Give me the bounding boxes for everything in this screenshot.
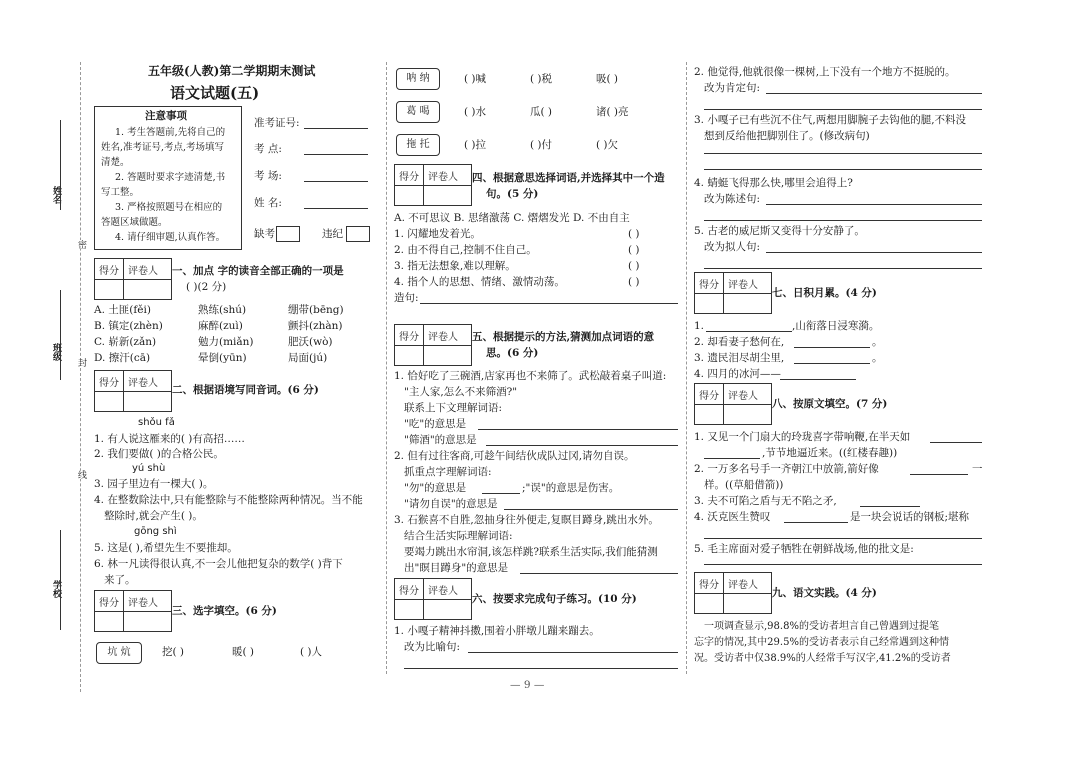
notice-line: 2. 答题时要求字迹清楚,书 — [115, 172, 226, 183]
q1-option-word: 肥沃(wò) — [288, 336, 333, 348]
grader-label: 评卷人 — [428, 172, 458, 183]
q1-title-2: ( )(2 分) — [186, 281, 227, 293]
side-class-line — [60, 290, 61, 380]
q3-blank[interactable]: ( )欠 — [596, 139, 619, 151]
q4-answer-paren[interactable]: ( ) — [628, 244, 640, 256]
grader-label: 评卷人 — [428, 332, 458, 343]
absent-checkbox[interactable] — [276, 226, 300, 242]
notice-line: 写工整。 — [101, 187, 140, 198]
q6-answer-field[interactable] — [766, 93, 982, 94]
q2-pinyin: gōng shì — [134, 526, 177, 537]
q8-line: 4. 沃克医生赞叹 — [694, 511, 771, 523]
room-label: 考 场: — [254, 170, 282, 182]
q8-answer-field[interactable] — [860, 506, 920, 507]
q7-answer-field[interactable] — [794, 363, 870, 364]
q5-answer-field[interactable] — [520, 573, 678, 574]
q6-answer-field[interactable] — [704, 169, 982, 170]
name-label: 姓 名: — [254, 197, 282, 209]
column-divider-2 — [686, 62, 687, 674]
q6-line: 改为肯定句: — [704, 82, 761, 94]
q4-answer-paren[interactable]: ( ) — [628, 228, 640, 240]
q4-answer-paren[interactable]: ( ) — [628, 276, 640, 288]
exam-title-line1: 五年级(人教)第二学期期末测试 — [148, 64, 316, 78]
score-label: 得分 — [699, 280, 719, 291]
q7-line: ,山衔落日浸寒漪。 — [792, 320, 880, 332]
notice-line: 答题区域做题。 — [101, 217, 168, 228]
score-label: 得分 — [99, 598, 119, 609]
q5-line: 联系上下文理解词语: — [404, 402, 503, 414]
q5-line: ;"误"的意思是伤害。 — [522, 482, 620, 494]
q4-item: 2. 由不得自己,控制不住自己。 — [394, 244, 537, 256]
grader-label: 评卷人 — [728, 391, 758, 402]
q5-answer-field[interactable] — [478, 429, 678, 430]
q5-line: "勿"的意思是 — [404, 482, 467, 494]
score-label: 得分 — [399, 586, 419, 597]
q5-title-2: 思。(6 分) — [486, 347, 539, 359]
page-number: — 9 — — [510, 679, 545, 691]
q9-title: 九、语文实践。(4 分) — [772, 587, 877, 599]
q7-title: 七、日积月累。(4 分) — [772, 287, 877, 299]
score-box — [94, 590, 172, 632]
q3-blank[interactable]: ( )人 — [300, 646, 323, 658]
q5-line: 出"瞑目蹲身"的意思是 — [404, 562, 509, 574]
q8-line: 一 — [972, 463, 983, 475]
side-school-line — [60, 530, 61, 630]
q3-blank[interactable]: ( )拉 — [464, 139, 487, 151]
q6-line: 改为比喻句: — [404, 641, 461, 653]
score-label: 得分 — [99, 378, 119, 389]
exam-no-field[interactable] — [304, 128, 368, 129]
q8-answer-field[interactable] — [910, 474, 968, 475]
q5-line: 3. 石猴喜不自胜,忽抽身往外便走,复瞑目蹲身,跳出水外。 — [394, 514, 659, 526]
notice-line: 1. 考生答题前,先将自己的 — [115, 127, 226, 138]
q5-title: 五、根据提示的方法,猜测加点词语的意 — [472, 331, 655, 343]
q1-option-word: 熟练(shú) — [198, 304, 247, 316]
score-label: 得分 — [99, 266, 119, 277]
q6-answer-field[interactable] — [704, 220, 982, 221]
q6-line: 5. 古老的威尼斯又变得十分安静了。 — [694, 225, 865, 237]
q4-item: 4. 指个人的思想、情绪、激情动荡。 — [394, 276, 565, 288]
q2-pinyin: yú shù — [132, 463, 166, 474]
grader-label: 评卷人 — [128, 266, 158, 277]
q6-answer-field[interactable] — [704, 153, 982, 154]
q6-line: 改为陈述句: — [704, 193, 761, 205]
q5-line: 2. 但有过往客商,可趁午间结伙成队过冈,请勿自误。 — [394, 450, 635, 462]
score-box — [394, 164, 472, 206]
site-field[interactable] — [304, 154, 368, 155]
q8-answer-field[interactable] — [704, 538, 982, 539]
q1-option-word: 晕倒(yūn) — [198, 352, 247, 364]
score-box — [94, 258, 172, 300]
grader-label: 评卷人 — [428, 586, 458, 597]
violation-label: 违纪 — [322, 228, 343, 240]
seal-mi: 密 — [76, 240, 86, 249]
q7-line: 4. 四月的冰河—— — [694, 368, 781, 380]
q6-line: 3. 小嘎子已有些沉不住气,两想用脚腕子去钩他的腿,不料没 — [694, 114, 967, 126]
binding-line — [80, 62, 81, 692]
q7-answer-field[interactable] — [706, 331, 792, 332]
notice-line: 清楚。 — [101, 157, 130, 168]
q3-blank[interactable]: 挖( ) — [162, 646, 185, 658]
q1-option[interactable]: B. 镇定(zhèn) — [94, 320, 163, 332]
q7-line: 3. 遗民泪尽胡尘里, — [694, 352, 785, 364]
q2-item: 来了。 — [104, 574, 136, 586]
violation-checkbox[interactable] — [346, 226, 370, 242]
q8-line: 1. 又见一个门扇大的玲珑喜字带响鞭,在半天如 — [694, 431, 911, 443]
q1-title: 一、加点 字的读音全部正确的一项是 — [172, 265, 344, 277]
q6-answer-field[interactable] — [468, 652, 678, 653]
notice-title: 注意事项 — [145, 110, 187, 122]
absent-label: 缺考 — [254, 228, 275, 240]
q5-line: "主人家,怎么不来筛酒?" — [404, 386, 518, 398]
side-label-school: 学校 — [51, 580, 61, 598]
q8-line: 是一块会说话的钢板;堪称 — [850, 511, 970, 523]
side-label-class: 班级 — [51, 343, 61, 361]
q3-blank[interactable]: ( )付 — [530, 139, 553, 151]
q3-blank[interactable]: 暖( ) — [232, 646, 255, 658]
score-label: 得分 — [399, 172, 419, 183]
q6-line: 改为拟人句: — [704, 241, 761, 253]
seal-xian: 线 — [76, 470, 86, 479]
q3-char-box: 坑 炕 — [96, 642, 142, 664]
notice-line: 4. 请仔细审题,认真作答。 — [115, 232, 226, 243]
q1-option[interactable]: D. 擦汗(cā) — [94, 352, 151, 364]
column-divider-1 — [386, 62, 387, 674]
q1-option[interactable]: A. 土匪(fěi) — [94, 304, 151, 316]
q4-title: 四、根据意思选择词语,并选择其中一个造 — [472, 172, 665, 184]
q3-blank[interactable]: 吸( ) — [596, 73, 619, 85]
q6-title: 六、按要求完成句子练习。(10 分) — [472, 593, 637, 605]
q8-line: 3. 夫不可陷之盾与无不陷之矛, — [694, 495, 837, 507]
q2-item: 5. 这是( ),希望先生不要推却。 — [94, 542, 238, 554]
q8-answer-field[interactable] — [704, 458, 760, 459]
q4-make-sentence-label: 造句: — [394, 292, 419, 304]
q8-line: ,节节地逼近来。((红楼春趣)) — [762, 447, 898, 459]
q7-answer-field[interactable] — [794, 347, 870, 348]
q7-line: 2. 却看妻子愁何在, — [694, 336, 785, 348]
side-label-name: 姓名 — [51, 186, 61, 204]
q3-blank[interactable]: ( )水 — [464, 106, 487, 118]
q3-blank[interactable]: 瓜( ) — [530, 106, 553, 118]
site-label: 考 点: — [254, 143, 282, 155]
q1-option-word: 局面(jú) — [288, 352, 328, 364]
q5-answer-field[interactable] — [504, 509, 678, 510]
q6-answer-field[interactable] — [766, 252, 982, 253]
score-box — [94, 370, 172, 412]
q8-line: 5. 毛主席面对爱子牺牲在朝鲜战场,他的批文是: — [694, 543, 914, 555]
exam-title-line2: 语文试题(五) — [170, 84, 260, 102]
q4-options: A. 不可思议 B. 思绪激荡 C. 熠熠发光 D. 不由自主 — [394, 212, 630, 224]
q7-answer-field[interactable] — [780, 379, 856, 380]
side-name-line — [60, 120, 61, 210]
q5-line: "筛酒"的意思是 — [404, 434, 477, 446]
q2-item: 4. 在整数除法中,只有能整除与不能整除两种情况。当不能 — [94, 494, 363, 506]
q3-title: 三、选字填空。(6 分) — [172, 605, 277, 617]
score-box — [694, 572, 772, 614]
q8-line: 2. 一万多名号手一齐朝江中放箭,箭好像 — [694, 463, 879, 475]
q9-line: 一项调查显示,98.8%的受访者坦言自己曾遇到过提笔 — [704, 621, 939, 632]
q1-option[interactable]: C. 崭新(zǎn) — [94, 336, 157, 348]
q1-option-word: 勉力(miǎn) — [198, 336, 254, 348]
q4-item: 3. 指无法想象,难以理解。 — [394, 260, 516, 272]
q1-option-word: 绷带(bēng) — [288, 304, 344, 316]
q2-item: 1. 有人说这雁来的( )有高招…… — [94, 433, 245, 445]
notice-line: 姓名,准考证号,考点,考场填写 — [101, 142, 225, 153]
q6-answer-field[interactable] — [704, 109, 982, 110]
q2-item: 6. 林一凡读得很认真,不一会儿他把复杂的数学( )背下 — [94, 558, 343, 570]
score-label: 得分 — [699, 391, 719, 402]
q5-line: "请勿自误"的意思是 — [404, 498, 498, 510]
q2-item: 3. 园子里边有一棵大( )。 — [94, 478, 214, 490]
q4-item: 1. 闪耀地发着光。 — [394, 228, 481, 240]
room-field[interactable] — [304, 181, 368, 182]
q2-item: 2. 我们要做( )的合格公民。 — [94, 448, 224, 460]
q5-line: "吃"的意思是 — [404, 418, 467, 430]
q8-line: 样。((草船借箭)) — [704, 479, 784, 491]
q5-line: 结合生活实际理解词语: — [404, 530, 513, 542]
q5-answer-field[interactable] — [482, 493, 520, 494]
score-label: 得分 — [699, 580, 719, 591]
score-label: 得分 — [399, 332, 419, 343]
q6-answer-field[interactable] — [766, 204, 982, 205]
exam-no-label: 准考证号: — [254, 117, 300, 129]
q8-answer-field[interactable] — [704, 564, 982, 565]
q3-blank[interactable]: ( )税 — [530, 73, 553, 85]
grader-label: 评卷人 — [728, 580, 758, 591]
q5-line: 抓重点字理解词语: — [404, 466, 492, 478]
q6-answer-field[interactable] — [404, 668, 678, 669]
q2-title: 二、根据语境写同音词。(6 分) — [172, 384, 319, 396]
q8-answer-field[interactable] — [784, 522, 848, 523]
q2-item: 整除时,就会产生( )。 — [104, 510, 203, 522]
q1-option-word: 麻醉(zuì) — [198, 320, 243, 332]
notice-box — [94, 106, 242, 250]
score-box — [694, 272, 772, 314]
q4-make-sentence-field[interactable] — [420, 303, 678, 304]
q7-end: 。 — [872, 336, 883, 348]
seal-feng: 封 — [76, 358, 86, 367]
q3-blank[interactable]: 诸( )亮 — [596, 106, 629, 118]
notice-line: 3. 严格按照题号在相应的 — [115, 202, 223, 213]
q6-line: 1. 小嘎子精神抖擞,围着小胖墩儿蹦来蹦去。 — [394, 625, 600, 637]
q6-answer-field[interactable] — [704, 268, 982, 269]
q3-char-box: 葛 喝 — [396, 101, 440, 123]
name-field[interactable] — [304, 208, 368, 209]
q6-line: 4. 蜻蜓飞得那么快,哪里会追得上? — [694, 177, 853, 189]
q7-end: 。 — [872, 352, 883, 364]
q8-title: 八、按原文填空。(7 分) — [772, 398, 888, 410]
grader-label: 评卷人 — [128, 598, 158, 609]
q6-line: 想到反给他把脚别住了。(修改病句) — [704, 130, 870, 142]
q2-pinyin: shǒu fǎ — [138, 417, 175, 428]
q3-char-box: 拖 托 — [396, 134, 440, 156]
q3-blank[interactable]: ( )喊 — [464, 73, 487, 85]
q5-line: 1. 恰好吃了三碗酒,店家再也不来筛了。武松敲着桌子叫道: — [394, 370, 667, 382]
grader-label: 评卷人 — [728, 280, 758, 291]
q6-line: 2. 他觉得,他就很像一棵树,上下没有一个地方不挺脱的。 — [694, 66, 956, 78]
q1-option-word: 颤抖(zhàn) — [288, 320, 343, 332]
q7-number: 1. — [694, 320, 705, 332]
q4-answer-paren[interactable]: ( ) — [628, 260, 640, 272]
score-box — [394, 324, 472, 366]
q3-char-box: 呐 纳 — [396, 68, 440, 90]
score-box — [394, 578, 472, 620]
q8-answer-field[interactable] — [930, 442, 982, 443]
score-box — [694, 383, 772, 425]
q9-line: 忘字的情况,其中29.5%的受访者表示自己经常遇到这种情 — [694, 637, 949, 648]
q5-answer-field[interactable] — [486, 445, 678, 446]
q5-line: 要竭力跳出水帘洞,该怎样跳?联系生活实际,我们能猜测 — [404, 546, 658, 558]
grader-label: 评卷人 — [128, 378, 158, 389]
q4-title-2: 句。(5 分) — [486, 188, 539, 200]
q9-line: 况。受访者中仅38.9%的人经常手写汉字,41.2%的受访者 — [694, 653, 951, 664]
